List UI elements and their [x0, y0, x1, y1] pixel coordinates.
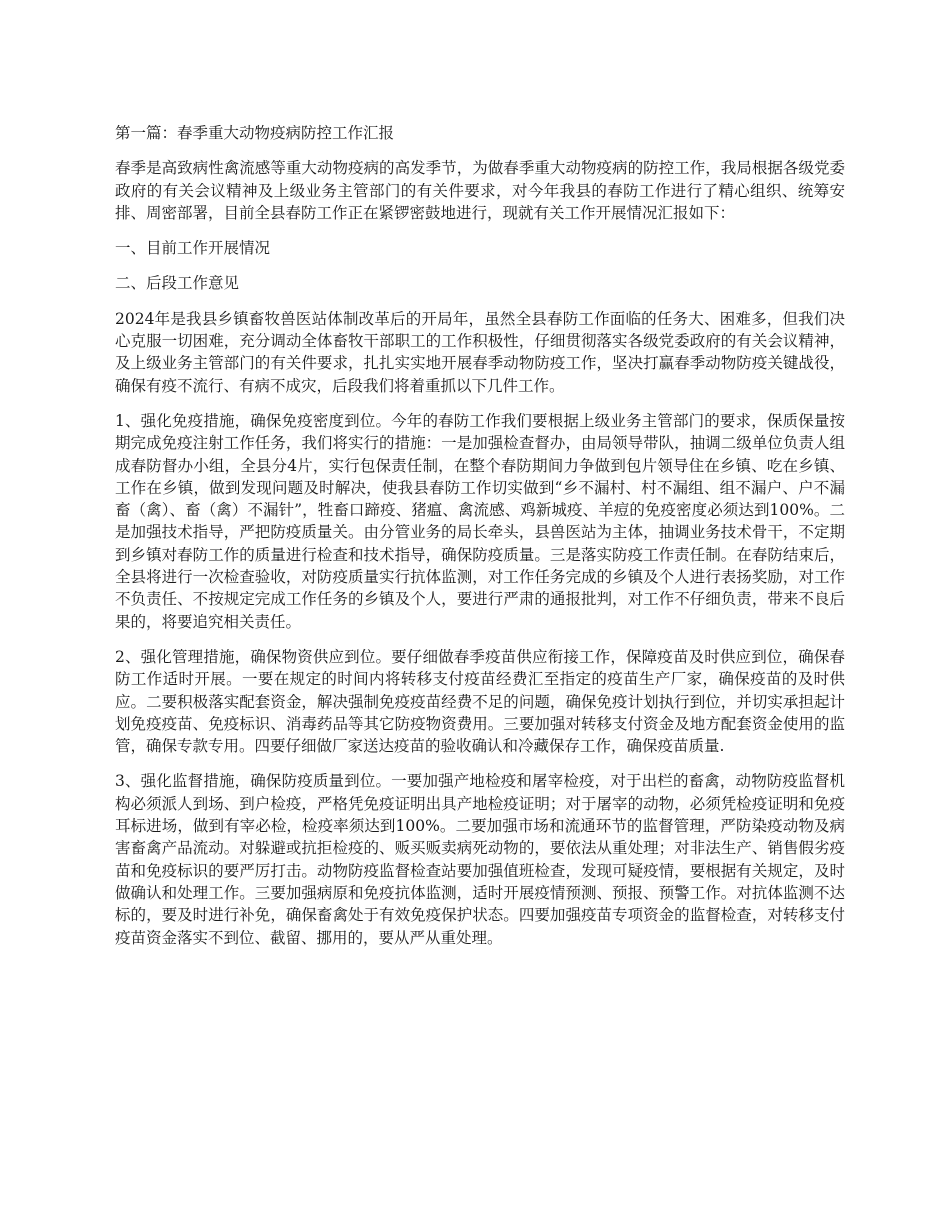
item-3-supervision-paragraph: 3、强化监督措施，确保防疫质量到位。一要加强产地检疫和屠宰检疫，对于出栏的畜禽，动物防疫监督机构必须派人到场、到户检疫，严格凭免疫证明出具产地检疫证明；对于屠宰的动物，必须凭检疫证明和免疫耳标进场，做到有宰必检，检疫率须达到100%。二要加强市场和流通环节的监督管理，严防染疫动物及病害畜禽产品流动。对躲避或抗拒检疫的、贩买贩卖病死动物的，要依法从重处理；对非法生产、销售假劣疫苗和免疫标识的要严厉打击。动物防疫监督检查站要加强值班检查，发现可疑疫情，要根据有关规定，及时做确认和处理工作。三要加强病原和免疫抗体监测，适时开展疫情预测、预报、预警工作。对抗体监测不达标的，要及时进行补免，确保畜禽处于有效免疫保护状态。四要加强疫苗专项资金的监督检查，对转移支付疫苗资金落实不到位、截留、挪用的，要从严从重处理。	[115, 772, 845, 947]
document-title: 第一篇：春季重大动物疫病防控工作汇报	[115, 124, 395, 142]
overview-paragraph: 2024年是我县乡镇畜牧兽医站体制改革后的开局年，虽然全县春防工作面临的任务大、困难多，但我们决心克服一切困难，充分调动全体畜牧干部职工的工作积极性，仔细贯彻落实各级党委政府的有关会议精神，及上级业务主管部门的有关件要求，扎扎实实地开展春季动物防疫工作，坚决打赢春季动物防疫关键战役，确保有疫不流行、有病不成灾，后段我们将着重抓以下几件工作。	[115, 309, 845, 395]
document-page	[115, 122, 845, 962]
item-1-immunization-paragraph: 1、强化免疫措施，确保免疫密度到位。今年的春防工作我们要根据上级业务主管部门的要求，保质保量按期完成免疫注射工作任务，我们将实行的措施：一是加强检查督办，由局领导带队，抽调二级单位负责人组成春防督办小组，全县分4片，实行包保责任制，在整个春防期间力争做到包片领导住在乡镇、吃在乡镇、工作在乡镇，做到发现问题及时解决，使我县春防工作切实做到“乡不漏村、村不漏组、组不漏户、户不漏畜（禽）、畜（禽）不漏针”，牲畜口蹄疫、猪瘟、禽流感、鸡新城疫、羊痘的免疫密度必须达到100%。二是加强技术指导，严把防疫质量关。由分管业务的局长牵头，县兽医站为主体，抽调业务技术骨干，不定期到乡镇对春防工作的质量进行检查和技术指导，确保防疫质量。三是落实防疫工作责任制。在春防结束后，全县将进行一次检查验收，对防疫质量实行抗体监测，对工作任务完成的乡镇及个人进行表扬奖励，对工作不负责任、不按规定完成工作任务的乡镇及个人，要进行严肃的通报批判，对工作不仔细负责，带来不良后果的，将要追究相关责任。	[115, 411, 845, 631]
intro-paragraph: 春季是高致病性禽流感等重大动物疫病的高发季节，为做春季重大动物疫病的防控工作，我局根据各级党委政府的有关会议精神及上级业务主管部门的有关件要求，对今年我县的春防工作进行了精心组织、统筹安排、周密部署，目前全县春防工作正在紧锣密鼓地进行，现就有关工作开展情况汇报如下：	[115, 159, 845, 222]
section-heading-later-work: 二、后段工作意见	[115, 274, 240, 293]
section-heading-current-work: 一、目前工作开展情况	[115, 239, 271, 258]
item-2-management-paragraph: 2、强化管理措施，确保物资供应到位。要仔细做春季疫苗供应衔接工作，保障疫苗及时供应到位，确保春防工作适时开展。一要在规定的时间内将转移支付疫苗经费汇至指定的疫苗生产厂家，确保疫苗的及时供应。二要积极落实配套资金，解决强制免疫疫苗经费不足的问题，确保免疫计划执行到位，并切实承担起计划免疫疫苗、免疫标识、消毒药品等其它防疫物资费用。三要加强对转移支付资金及地方配套资金使用的监管，确保专款专用。四要仔细做厂家送达疫苗的验收确认和冷藏保存工作，确保疫苗质量.	[115, 647, 845, 756]
